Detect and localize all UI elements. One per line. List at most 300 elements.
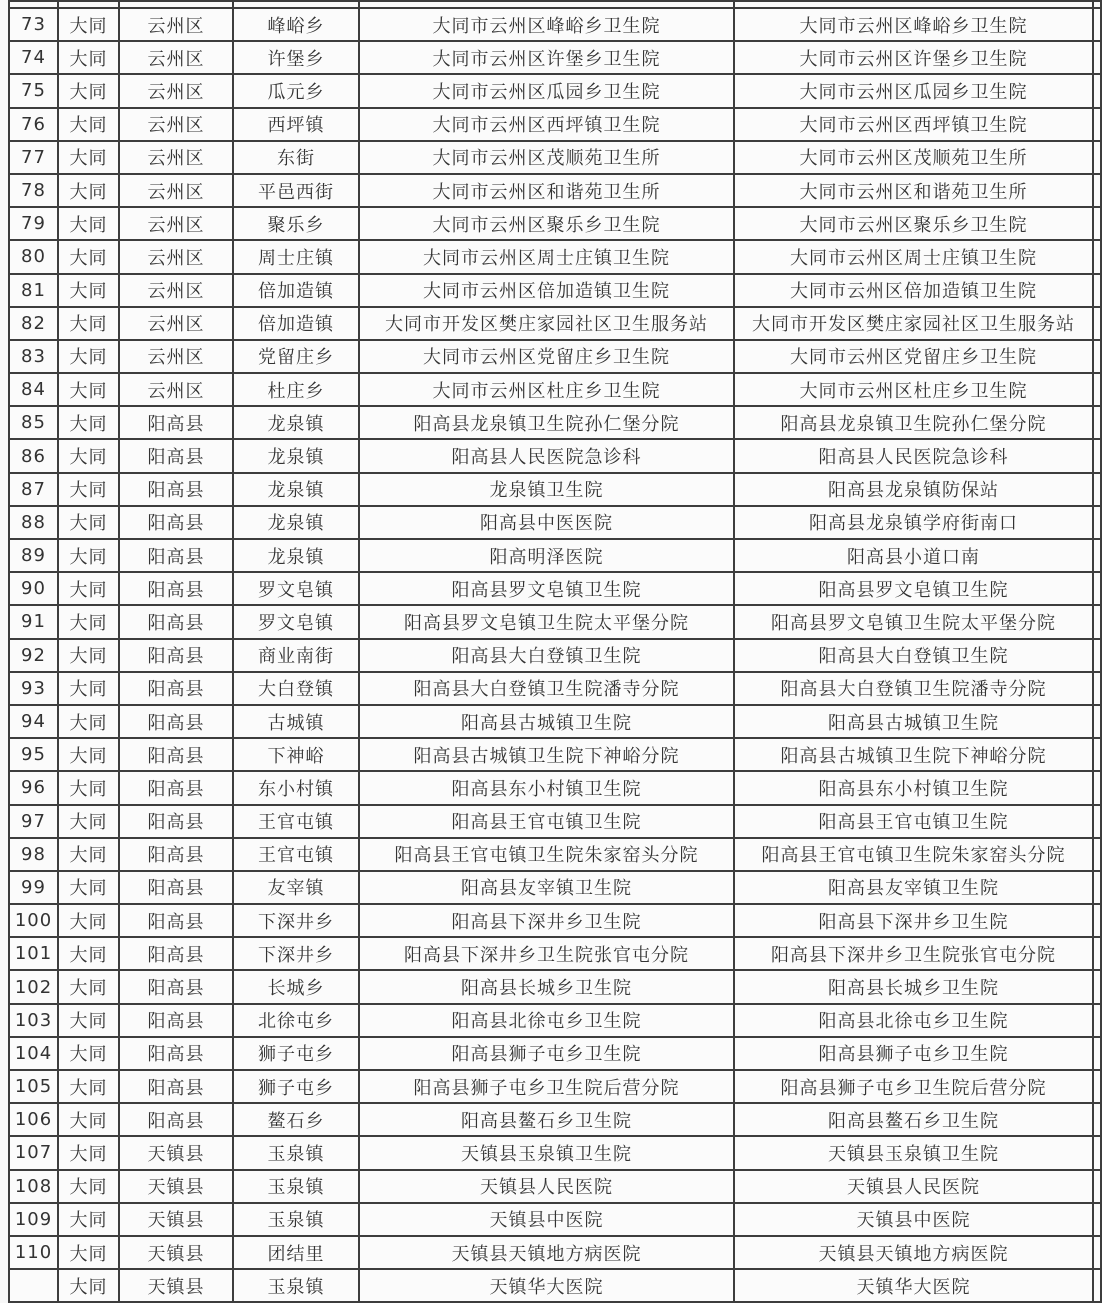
cell-township: [233, 1, 359, 8]
cell-city: 大同: [58, 1203, 119, 1236]
cell-org-name-1: 阳高县龙泉镇卫生院孙仁堡分院: [359, 406, 734, 439]
cell-city: 大同: [58, 838, 119, 871]
cell-clipped-col: [1093, 672, 1101, 705]
cell-org-name-1: 阳高县人民医院急诊科: [359, 439, 734, 472]
cell-city: 大同: [58, 141, 119, 174]
cell-district: 阳高县: [119, 506, 233, 539]
cell-org-name-2: 大同市云州区聚乐乡卫生院: [734, 207, 1093, 240]
cell-clipped-col: [1093, 738, 1101, 771]
cell-num: 101: [9, 937, 58, 970]
table-row: [9, 639, 1101, 672]
cell-num: [9, 1269, 58, 1302]
cell-org-name-2: 大同市云州区杜庄乡卫生院: [734, 373, 1093, 406]
table-row: [9, 805, 1101, 838]
cell-district: 阳高县: [119, 439, 233, 472]
cell-city: 大同: [58, 738, 119, 771]
table-row: [9, 439, 1101, 472]
cell-clipped-col: [1093, 1170, 1101, 1203]
cell-district: 阳高县: [119, 1037, 233, 1070]
cell-township: 杜庄乡: [233, 373, 359, 406]
table-row: [9, 8, 1101, 41]
table-row: [9, 340, 1101, 373]
cell-district: 阳高县: [119, 937, 233, 970]
cell-township: 狮子屯乡: [233, 1070, 359, 1103]
cell-city: 大同: [58, 406, 119, 439]
cell-district: 天镇县: [119, 1170, 233, 1203]
cell-city: 大同: [58, 705, 119, 738]
cell-city: 大同: [58, 904, 119, 937]
cell-district: 阳高县: [119, 473, 233, 506]
cell-city: 大同: [58, 108, 119, 141]
cell-city: 大同: [58, 1269, 119, 1302]
table-row: [9, 108, 1101, 141]
table-row: [9, 672, 1101, 705]
cell-city: 大同: [58, 307, 119, 340]
cell-num: 102: [9, 970, 58, 1003]
cell-org-name-1: 阳高县罗文皂镇卫生院: [359, 572, 734, 605]
cell-num: 90: [9, 572, 58, 605]
cell-org-name-1: 大同市云州区和谐苑卫生所: [359, 174, 734, 207]
cell-clipped-col: [1093, 871, 1101, 904]
cell-district: 阳高县: [119, 904, 233, 937]
cell-org-name-2: 大同市云州区倍加造镇卫生院: [734, 274, 1093, 307]
cell-num: 84: [9, 373, 58, 406]
cell-org-name-2: 天镇县玉泉镇卫生院: [734, 1136, 1093, 1169]
cell-org-name-2: 阳高县友宰镇卫生院: [734, 871, 1093, 904]
table-row: [9, 1070, 1101, 1103]
cell-org-name-1: 阳高县罗文皂镇卫生院太平堡分院: [359, 605, 734, 638]
cell-city: 大同: [58, 439, 119, 472]
cell-clipped-col: [1093, 1136, 1101, 1169]
cell-org-name-1: 阳高县古城镇卫生院: [359, 705, 734, 738]
cell-township: 瓜元乡: [233, 74, 359, 107]
cell-org-name-1: 天镇县人民医院: [359, 1170, 734, 1203]
cell-township: 倍加造镇: [233, 274, 359, 307]
cell-org-name-2: 阳高县古城镇卫生院: [734, 705, 1093, 738]
table-row: [9, 871, 1101, 904]
cell-num: 86: [9, 439, 58, 472]
cell-township: 东小村镇: [233, 771, 359, 804]
cell-org-name-2: 天镇县中医院: [734, 1203, 1093, 1236]
cell-city: 大同: [58, 174, 119, 207]
cell-org-name-2: 大同市开发区樊庄家园社区卫生服务站: [734, 307, 1093, 340]
cell-district: 天镇县: [119, 1269, 233, 1302]
cell-city: 大同: [58, 805, 119, 838]
cell-township: 北徐屯乡: [233, 1004, 359, 1037]
cell-org-name-1: 阳高县王官屯镇卫生院: [359, 805, 734, 838]
cell-org-name-2: 阳高县北徐屯乡卫生院: [734, 1004, 1093, 1037]
table-row: [9, 904, 1101, 937]
table-row: [9, 141, 1101, 174]
cell-township: 龙泉镇: [233, 406, 359, 439]
cell-org-name-1: 天镇县中医院: [359, 1203, 734, 1236]
cell-org-name-1: 阳高县东小村镇卫生院: [359, 771, 734, 804]
cell-org-name-1: 大同市云州区许堡乡卫生院: [359, 41, 734, 74]
cell-city: 大同: [58, 1037, 119, 1070]
table-row: [9, 705, 1101, 738]
cell-district: 阳高县: [119, 605, 233, 638]
table-row: [9, 373, 1101, 406]
cell-org-name-1: 大同市云州区聚乐乡卫生院: [359, 207, 734, 240]
cell-org-name-2: 阳高县长城乡卫生院: [734, 970, 1093, 1003]
cell-district: 天镇县: [119, 1203, 233, 1236]
cell-org-name-1: 阳高县大白登镇卫生院: [359, 639, 734, 672]
cell-org-name-2: 阳高县龙泉镇防保站: [734, 473, 1093, 506]
cell-num: 87: [9, 473, 58, 506]
cell-num: 89: [9, 539, 58, 572]
cell-township: 罗文皂镇: [233, 605, 359, 638]
cell-org-name-2: 大同市云州区党留庄乡卫生院: [734, 340, 1093, 373]
cell-township: 下神峪: [233, 738, 359, 771]
cell-district: 阳高县: [119, 1004, 233, 1037]
cell-township: 罗文皂镇: [233, 572, 359, 605]
cell-org-name-1: 阳高县狮子屯乡卫生院后营分院: [359, 1070, 734, 1103]
table-row: [9, 174, 1101, 207]
cell-district: 阳高县: [119, 771, 233, 804]
cell-org-name-1: 阳高县下深井乡卫生院张官屯分院: [359, 937, 734, 970]
cell-district: 云州区: [119, 307, 233, 340]
table-row: [9, 307, 1101, 340]
cell-clipped-col: [1093, 406, 1101, 439]
cell-city: 大同: [58, 572, 119, 605]
cell-township: 峰峪乡: [233, 8, 359, 41]
cell-org-name-2: 大同市云州区峰峪乡卫生院: [734, 8, 1093, 41]
table-row: [9, 1103, 1101, 1136]
cell-org-name-1: 阳高县友宰镇卫生院: [359, 871, 734, 904]
cell-district: 天镇县: [119, 1136, 233, 1169]
table-row: [9, 274, 1101, 307]
cell-city: 大同: [58, 1103, 119, 1136]
table-row: [9, 1236, 1101, 1269]
cell-org-name-2: 阳高县大白登镇卫生院潘寺分院: [734, 672, 1093, 705]
cell-district: 云州区: [119, 74, 233, 107]
cell-org-name-2: 阳高县鳌石乡卫生院: [734, 1103, 1093, 1136]
cell-township: 许堡乡: [233, 41, 359, 74]
cell-org-name-1: 阳高明泽医院: [359, 539, 734, 572]
cell-township: 商业南街: [233, 639, 359, 672]
cell-num: 88: [9, 506, 58, 539]
cell-num: 82: [9, 307, 58, 340]
cell-clipped-col: [1093, 8, 1101, 41]
cell-org-name-1: 阳高县中医医院: [359, 506, 734, 539]
cell-city: 大同: [58, 473, 119, 506]
cell-org-name-2: 阳高县小道口南: [734, 539, 1093, 572]
cell-num: 74: [9, 41, 58, 74]
table-row-partial-bottom: [9, 1269, 1101, 1302]
cell-org-name-2: 阳高县大白登镇卫生院: [734, 639, 1093, 672]
cell-clipped-col: [1093, 970, 1101, 1003]
cell-org-name-1: 阳高县狮子屯乡卫生院: [359, 1037, 734, 1070]
cell-clipped-col: [1093, 74, 1101, 107]
cell-city: 大同: [58, 639, 119, 672]
cell-city: 大同: [58, 8, 119, 41]
cell-district: 阳高县: [119, 539, 233, 572]
cell-org-name-1: 阳高县大白登镇卫生院潘寺分院: [359, 672, 734, 705]
cell-org-name-2: 大同市云州区西坪镇卫生院: [734, 108, 1093, 141]
cell-org-name-1: 龙泉镇卫生院: [359, 473, 734, 506]
cell-num: 100: [9, 904, 58, 937]
cell-district: 阳高县: [119, 406, 233, 439]
cell-city: 大同: [58, 373, 119, 406]
cell-clipped-col: [1093, 572, 1101, 605]
cell-township: 党留庄乡: [233, 340, 359, 373]
cell-clipped-col: [1093, 937, 1101, 970]
cell-clipped-col: [1093, 41, 1101, 74]
table-row: [9, 1170, 1101, 1203]
cell-township: 王官屯镇: [233, 838, 359, 871]
cell-township: 龙泉镇: [233, 539, 359, 572]
cell-clipped-col: [1093, 639, 1101, 672]
cell-township: 龙泉镇: [233, 506, 359, 539]
cell-num: 76: [9, 108, 58, 141]
cell-township: 王官屯镇: [233, 805, 359, 838]
cell-district: 云州区: [119, 108, 233, 141]
cell-clipped-col: [1093, 771, 1101, 804]
cell-org-name-2: 阳高县狮子屯乡卫生院后营分院: [734, 1070, 1093, 1103]
cell-clipped-col: [1093, 240, 1101, 273]
cell-clipped-col: [1093, 340, 1101, 373]
table-row: [9, 738, 1101, 771]
cell-city: 大同: [58, 340, 119, 373]
table-row: [9, 605, 1101, 638]
cell-township: 玉泉镇: [233, 1170, 359, 1203]
cell-district: 阳高县: [119, 1103, 233, 1136]
cell-district: 阳高县: [119, 672, 233, 705]
cell-township: 西坪镇: [233, 108, 359, 141]
cell-num: 106: [9, 1103, 58, 1136]
cell-city: 大同: [58, 207, 119, 240]
cell-num: [9, 1, 58, 8]
cell-org-name-2: 大同市云州区茂顺苑卫生所: [734, 141, 1093, 174]
cell-org-name-1: 阳高县下深井乡卫生院: [359, 904, 734, 937]
table-row: [9, 539, 1101, 572]
cell-city: 大同: [58, 1070, 119, 1103]
cell-org-name-2: 大同市云州区瓜园乡卫生院: [734, 74, 1093, 107]
cell-district: 阳高县: [119, 1070, 233, 1103]
cell-city: 大同: [58, 771, 119, 804]
cell-clipped-col: [1093, 1269, 1101, 1302]
cell-clipped-col: [1093, 506, 1101, 539]
cell-clipped-col: [1093, 539, 1101, 572]
cell-org-name-1: [359, 1, 734, 8]
cell-num: 96: [9, 771, 58, 804]
table-body: [9, 1, 1101, 1302]
cell-num: 93: [9, 672, 58, 705]
cell-township: 下深井乡: [233, 904, 359, 937]
cell-district: 云州区: [119, 41, 233, 74]
health-facility-table: [8, 0, 1102, 1303]
cell-clipped-col: [1093, 207, 1101, 240]
cell-num: 108: [9, 1170, 58, 1203]
cell-district: 阳高县: [119, 705, 233, 738]
table-row: [9, 41, 1101, 74]
cell-org-name-2: 阳高县古城镇卫生院下神峪分院: [734, 738, 1093, 771]
cell-district: 云州区: [119, 8, 233, 41]
table-row-partial-top: [9, 1, 1101, 8]
cell-org-name-1: 大同市开发区樊庄家园社区卫生服务站: [359, 307, 734, 340]
cell-township: 倍加造镇: [233, 307, 359, 340]
cell-township: 长城乡: [233, 970, 359, 1003]
cell-org-name-2: 大同市云州区周士庄镇卫生院: [734, 240, 1093, 273]
cell-township: 玉泉镇: [233, 1203, 359, 1236]
cell-org-name-1: 大同市云州区党留庄乡卫生院: [359, 340, 734, 373]
cell-num: 91: [9, 605, 58, 638]
cell-city: 大同: [58, 240, 119, 273]
cell-district: 阳高县: [119, 871, 233, 904]
cell-clipped-col: [1093, 473, 1101, 506]
cell-clipped-col: [1093, 108, 1101, 141]
table-row: [9, 1037, 1101, 1070]
cell-clipped-col: [1093, 1203, 1101, 1236]
cell-city: 大同: [58, 672, 119, 705]
table-row: [9, 473, 1101, 506]
cell-org-name-1: 阳高县鳌石乡卫生院: [359, 1103, 734, 1136]
cell-clipped-col: [1093, 605, 1101, 638]
cell-city: 大同: [58, 41, 119, 74]
cell-num: 97: [9, 805, 58, 838]
cell-clipped-col: [1093, 307, 1101, 340]
cell-org-name-2: 阳高县狮子屯乡卫生院: [734, 1037, 1093, 1070]
cell-org-name-1: 大同市云州区倍加造镇卫生院: [359, 274, 734, 307]
cell-org-name-1: 大同市云州区杜庄乡卫生院: [359, 373, 734, 406]
cell-org-name-2: 阳高县人民医院急诊科: [734, 439, 1093, 472]
cell-district: 云州区: [119, 240, 233, 273]
cell-clipped-col: [1093, 904, 1101, 937]
table-row: [9, 937, 1101, 970]
cell-num: 77: [9, 141, 58, 174]
cell-org-name-2: 阳高县罗文皂镇卫生院: [734, 572, 1093, 605]
cell-org-name-1: 阳高县王官屯镇卫生院朱家窑头分院: [359, 838, 734, 871]
cell-district: 阳高县: [119, 805, 233, 838]
table-row: [9, 207, 1101, 240]
cell-num: 81: [9, 274, 58, 307]
cell-city: 大同: [58, 274, 119, 307]
cell-org-name-1: 天镇县玉泉镇卫生院: [359, 1136, 734, 1169]
cell-num: 75: [9, 74, 58, 107]
cell-township: 下深井乡: [233, 937, 359, 970]
cell-township: 团结里: [233, 1236, 359, 1269]
cell-district: 阳高县: [119, 639, 233, 672]
cell-clipped-col: [1093, 174, 1101, 207]
cell-city: [58, 1, 119, 8]
table-row: [9, 1004, 1101, 1037]
table-row: [9, 240, 1101, 273]
cell-org-name-1: 阳高县古城镇卫生院下神峪分院: [359, 738, 734, 771]
cell-city: 大同: [58, 970, 119, 1003]
cell-org-name-2: 阳高县东小村镇卫生院: [734, 771, 1093, 804]
cell-township: 鳌石乡: [233, 1103, 359, 1136]
cell-clipped-col: [1093, 439, 1101, 472]
cell-org-name-1: 大同市云州区瓜园乡卫生院: [359, 74, 734, 107]
cell-district: 阳高县: [119, 970, 233, 1003]
cell-org-name-1: 大同市云州区周士庄镇卫生院: [359, 240, 734, 273]
cell-township: 玉泉镇: [233, 1269, 359, 1302]
cell-district: [119, 1, 233, 8]
cell-num: 95: [9, 738, 58, 771]
cell-city: 大同: [58, 74, 119, 107]
cell-township: 平邑西街: [233, 174, 359, 207]
cell-district: 云州区: [119, 174, 233, 207]
cell-district: 云州区: [119, 340, 233, 373]
cell-org-name-2: 阳高县王官屯镇卫生院: [734, 805, 1093, 838]
table-row: [9, 74, 1101, 107]
cell-num: 104: [9, 1037, 58, 1070]
cell-clipped-col: [1093, 838, 1101, 871]
cell-township: 龙泉镇: [233, 439, 359, 472]
cell-clipped-col: [1093, 1, 1101, 8]
cell-num: 78: [9, 174, 58, 207]
cell-num: 85: [9, 406, 58, 439]
cell-township: 狮子屯乡: [233, 1037, 359, 1070]
cell-clipped-col: [1093, 1037, 1101, 1070]
cell-org-name-1: 阳高县长城乡卫生院: [359, 970, 734, 1003]
cell-num: 99: [9, 871, 58, 904]
cell-city: 大同: [58, 937, 119, 970]
cell-city: 大同: [58, 1236, 119, 1269]
cell-num: 92: [9, 639, 58, 672]
cell-township: 东街: [233, 141, 359, 174]
cell-district: 云州区: [119, 207, 233, 240]
cell-org-name-1: 大同市云州区西坪镇卫生院: [359, 108, 734, 141]
cell-clipped-col: [1093, 274, 1101, 307]
table-row: [9, 406, 1101, 439]
cell-org-name-1: 阳高县北徐屯乡卫生院: [359, 1004, 734, 1037]
cell-district: 云州区: [119, 141, 233, 174]
cell-org-name-2: 天镇县人民医院: [734, 1170, 1093, 1203]
cell-org-name-2: 阳高县罗文皂镇卫生院太平堡分院: [734, 605, 1093, 638]
cell-township: 大白登镇: [233, 672, 359, 705]
cell-township: 聚乐乡: [233, 207, 359, 240]
cell-city: 大同: [58, 1136, 119, 1169]
cell-city: 大同: [58, 871, 119, 904]
cell-district: 云州区: [119, 274, 233, 307]
cell-city: 大同: [58, 506, 119, 539]
cell-clipped-col: [1093, 141, 1101, 174]
cell-num: 105: [9, 1070, 58, 1103]
cell-township: 龙泉镇: [233, 473, 359, 506]
cell-township: 古城镇: [233, 705, 359, 738]
cell-num: 107: [9, 1136, 58, 1169]
table-row: [9, 1203, 1101, 1236]
cell-num: 80: [9, 240, 58, 273]
cell-township: 周士庄镇: [233, 240, 359, 273]
cell-num: 79: [9, 207, 58, 240]
cell-clipped-col: [1093, 1070, 1101, 1103]
cell-city: 大同: [58, 605, 119, 638]
cell-num: 103: [9, 1004, 58, 1037]
cell-org-name-2: 阳高县下深井乡卫生院张官屯分院: [734, 937, 1093, 970]
cell-clipped-col: [1093, 705, 1101, 738]
cell-num: 98: [9, 838, 58, 871]
cell-clipped-col: [1093, 1103, 1101, 1136]
cell-org-name-2: 天镇县天镇地方病医院: [734, 1236, 1093, 1269]
cell-num: 83: [9, 340, 58, 373]
cell-num: 110: [9, 1236, 58, 1269]
cell-clipped-col: [1093, 1236, 1101, 1269]
cell-org-name-1: 天镇华大医院: [359, 1269, 734, 1302]
cell-district: 阳高县: [119, 572, 233, 605]
cell-num: 73: [9, 8, 58, 41]
cell-township: 玉泉镇: [233, 1136, 359, 1169]
cell-num: 94: [9, 705, 58, 738]
table-row: [9, 771, 1101, 804]
cell-org-name-1: 大同市云州区峰峪乡卫生院: [359, 8, 734, 41]
cell-org-name-2: 大同市云州区和谐苑卫生所: [734, 174, 1093, 207]
cell-org-name-2: 阳高县龙泉镇学府街南口: [734, 506, 1093, 539]
table-row: [9, 838, 1101, 871]
cell-district: 天镇县: [119, 1236, 233, 1269]
table-row: [9, 572, 1101, 605]
